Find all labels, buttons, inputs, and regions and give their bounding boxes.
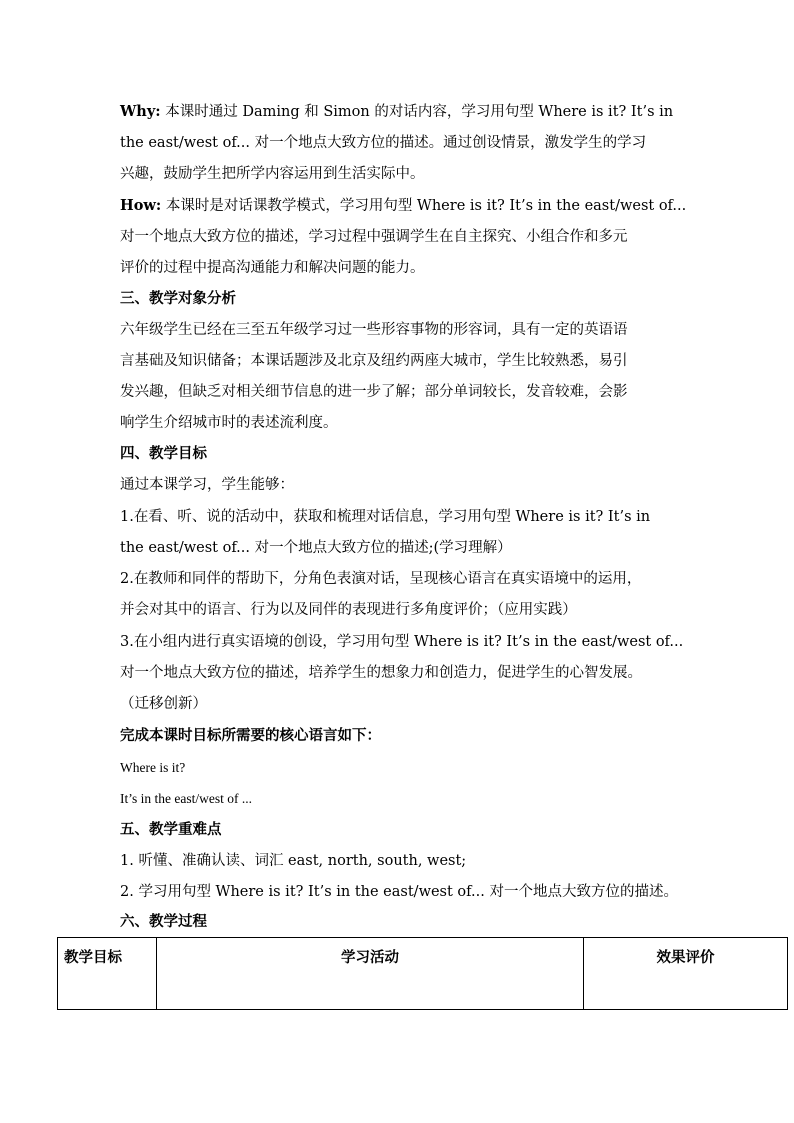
objective-3-line-2: 对一个地点大致方位的描述，培养学生的想象力和创造力，促进学生的心智发展。 bbox=[120, 665, 642, 681]
objective-1-line-2: the east/west of... 对一个地点大致方位的描述;(学习理解） bbox=[120, 540, 512, 556]
why-label: Why: bbox=[120, 103, 161, 120]
learner-analysis-line-4: 响学生介绍城市时的表述流利度。 bbox=[120, 415, 338, 431]
teaching-process-table bbox=[57, 937, 788, 1010]
objective-2-line-2: 并会对其中的语言、行为以及同伴的表现进行多角度评价；（应用实践） bbox=[120, 602, 577, 618]
learner-analysis-line-3: 发兴趣，但缺乏对相关细节信息的进一步了解；部分单词较长，发音较难，会影 bbox=[120, 384, 628, 400]
how-line-3: 评价的过程中提高沟通能力和解决问题的能力。 bbox=[120, 260, 425, 276]
how-line-1: How: 本课时是对话课教学模式，学习用句型 Where is it? It’s in the east/west of... bbox=[120, 197, 687, 214]
key-point-2: 2. 学习用句型 Where is it? It’s in the east/west of... 对一个地点大致方位的描述。 bbox=[120, 884, 678, 900]
key-point-1: 1. 听懂、准确认读、词汇 east, north, south, west; bbox=[120, 853, 467, 869]
section-heading-key-points: 五、教学重难点 bbox=[120, 821, 222, 838]
objectives-intro: 通过本课学习，学生能够： bbox=[120, 477, 294, 493]
learner-analysis-line-1: 六年级学生已经在三至五年级学习过一些形容事物的形容词，具有一定的英语语 bbox=[120, 322, 628, 338]
core-language-2: It’s in the east/west of ... bbox=[120, 791, 252, 806]
header-activity: 学习活动 bbox=[157, 938, 584, 1010]
header-objective: 教学目标 bbox=[58, 938, 157, 1010]
why-line-3: 兴趣，鼓励学生把所学内容运用到生活实际中。 bbox=[120, 166, 425, 182]
header-evaluation: 效果评价 bbox=[584, 938, 788, 1010]
objective-2-line-1: 2.在教师和同伴的帮助下，分角色表演对话，呈现核心语言在真实语境中的运用， bbox=[120, 571, 642, 587]
section-heading-objectives: 四、教学目标 bbox=[120, 445, 207, 462]
objective-3-line-1: 3.在小组内进行真实语境的创设，学习用句型 Where is it? It’s in the east/west of... bbox=[120, 634, 684, 650]
objective-3-line-3: （迁移创新） bbox=[120, 696, 207, 712]
table-header-row bbox=[58, 938, 788, 1010]
how-line-2: 对一个地点大致方位的描述，学习过程中强调学生在自主探究、小组合作和多元 bbox=[120, 229, 628, 245]
learner-analysis-line-2: 言基础及知识储备；本课话题涉及北京及纽约两座大城市，学生比较熟悉，易引 bbox=[120, 353, 628, 369]
why-line-1: Why: 本课时通过 Daming 和 Simon 的对话内容，学习用句型 Where is it? It’s in bbox=[120, 103, 674, 120]
section-heading-process: 六、教学过程 bbox=[120, 913, 207, 930]
section-heading-learner-analysis: 三、教学对象分析 bbox=[120, 290, 236, 307]
core-language-heading: 完成本课时目标所需要的核心语言如下： bbox=[120, 727, 381, 744]
core-language-1: Where is it? bbox=[120, 760, 186, 775]
objective-1-line-1: 1.在看、听、说的活动中，获取和梳理对话信息，学习用句型 Where is it? It’s in bbox=[120, 509, 651, 525]
why-line-2: the east/west of... 对一个地点大致方位的描述。通过创设情景，激发学生的学习 bbox=[120, 135, 647, 151]
how-label: How: bbox=[120, 197, 162, 214]
